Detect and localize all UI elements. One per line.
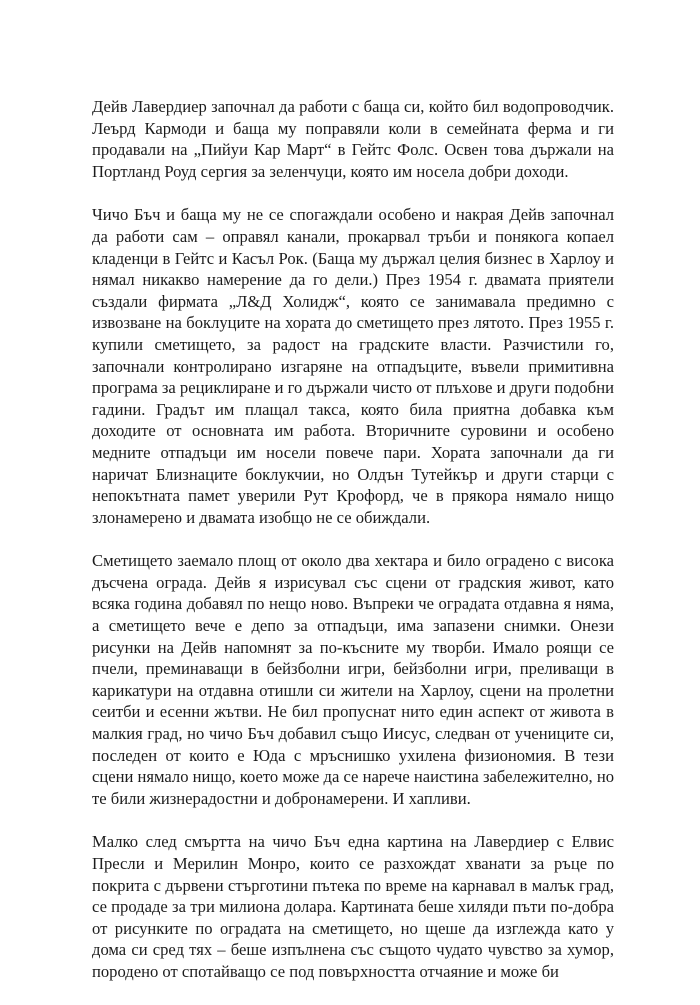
paragraph-3: Сметището заемало площ от около два хектара и било оградено с висока дъсчена ограда. Дейв я изрисувал със сцени от градския живот, като всяка година добавял по нещо ново. Въпреки че оградата отдавна я няма, а сметището вече е депо за отпадъци, има запазени снимки. Онези рисунки на Дейв напомнят за по-късните му творби. Имало роящи се пчели, преминаващи в бейзболни игри, бейзболни игри, преливащи в карикатури на отдавна отишли си жители на Харлоу, сцени на пролетни сеитби и есенни жътви. Не бил пропуснат нито един аспект от живота в малкия град, но чичо Бъч добавил също Иисус, следван от учениците си, последен от които е Юда с мръснишко ухилена физиономия. В тези сцени нямало нищо, което може да се нарече наистина забележително, но те били жизнерадостни и добронамерени. И хапливи.	[92, 551, 614, 808]
paragraph-1: Дейв Лавердиер започнал да работи с баща си, който бил водопроводчик. Леърд Кармоди и баща му поправяли коли в семейната ферма и ги продавали на „Пийуи Кар Март“ в Гейтс Фолс. Освен това държали на Портланд Роуд сергия за зеленчуци, която им носела добри доходи.	[92, 97, 614, 181]
paragraph-4: Малко след смъртта на чичо Бъч една картина на Лавердиер с Елвис Пресли и Мерилин Монро, които се разхождат хванати за ръце по покрита с дървени стърготини пътека по време на карнавал в малък град, се продаде за три милиона долара. Картината беше хиляди пъти по-добра от рисунките по оградата на сметището, но щеше да изглежда като у дома си сред тях – беше изпълнена със същото чудато чувство за хумор, породено от спотайващо се под повърхността отчаяние и може би	[92, 832, 614, 981]
document-page	[92, 96, 614, 1005]
paragraph-2: Чичо Бъч и баща му не се спогаждали особено и накрая Дейв започнал да работи сам – оправял канали, прокарвал тръби и понякога копаел кладенци в Гейтс и Касъл Рок. (Баща му държал целия бизнес в Харлоу и нямал никакво намерение да го дели.) През 1954 г. двамата приятели създали фирмата „Л&Д Холидж“, която се занимавала предимно с извозване на боклуците на хората до сметището през лятото. През 1955 г. купили сметището, за радост на градските власти. Разчистили го, започнали контролирано изгаряне на отпадъците, въвели примитивна програма за рециклиране и го държали чисто от плъхове и други подобни гадини. Градът им плащал такса, която била приятна добавка към доходите от основната им работа. Вторичните суровини и особено медните отпадъци им носели повече пари. Хората започнали да ги наричат Близнаците боклукчии, но Олдън Тутейкър и други старци с непокътната памет уверили Рут Крофорд, че в прякора нямало нищо злонамерено и двамата изобщо не се обиждали.	[92, 205, 614, 527]
